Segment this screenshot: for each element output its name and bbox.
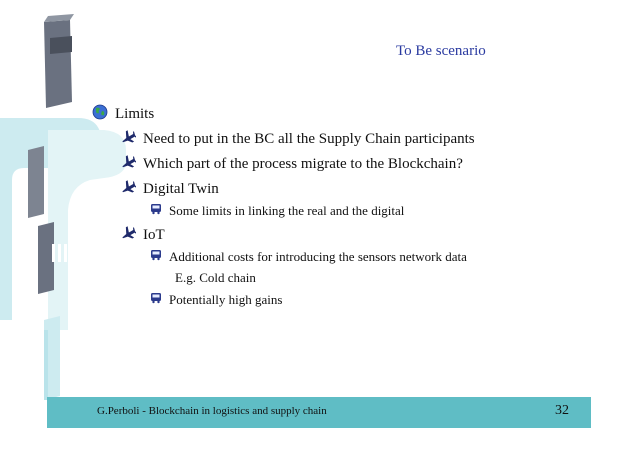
bullet-digital-twin-text: Digital Twin [143, 181, 219, 197]
bullet-iot [120, 225, 165, 246]
page-number: 32 [555, 403, 569, 418]
bus-icon [150, 249, 162, 265]
bullet-linking-limits [150, 203, 404, 219]
bullet-cold-chain [175, 270, 256, 286]
bullet-bc-participants [120, 129, 475, 150]
bullet-limits [92, 104, 154, 125]
bullet-digital-twin [120, 179, 219, 200]
airplane-icon [120, 154, 136, 175]
bullet-cold-chain-text: E.g. Cold chain [175, 270, 256, 285]
footer-author-text: G.Perboli - Blockchain in logistics and supply chain [97, 405, 327, 417]
bullet-iot-text: IoT [143, 227, 165, 243]
bullet-process-migrate-text: Which part of the process migrate to the Blockchain? [143, 156, 463, 172]
footer-bar [47, 397, 591, 428]
bullet-limits-text: Limits [115, 106, 155, 122]
airplane-icon [120, 129, 136, 150]
bullet-high-gains-text: Potentially high gains [169, 292, 283, 307]
bullet-sensor-costs [150, 249, 467, 265]
bullet-linking-limits-text: Some limits in linking the real and the digital [169, 203, 405, 218]
bullet-bc-participants-text: Need to put in the BC all the Supply Chain participants [143, 131, 475, 147]
airplane-icon [120, 225, 136, 246]
bus-icon [150, 203, 162, 219]
bullet-high-gains [150, 292, 282, 308]
airplane-icon [120, 179, 136, 200]
bullet-process-migrate [120, 154, 463, 175]
bus-icon [150, 292, 162, 308]
slide-title: To Be scenario [396, 43, 486, 59]
globe-icon [92, 104, 108, 125]
bullet-sensor-costs-text: Additional costs for introducing the sensors network data [169, 249, 467, 264]
